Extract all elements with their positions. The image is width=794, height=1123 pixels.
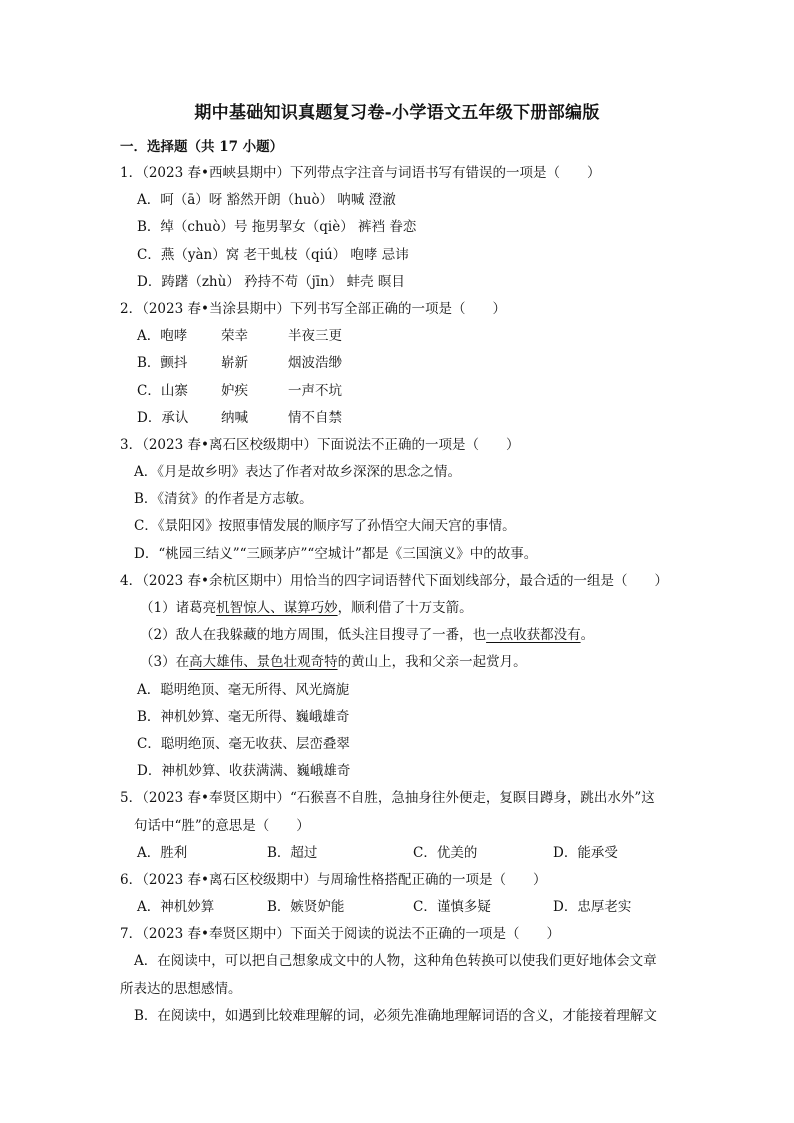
question-1-option-c[interactable]: C．燕（yàn）窝 老干虬枝（qiú） 咆哮 忌讳 [137,246,409,263]
option-word: B．颤抖 [137,355,188,372]
question-3-stem: 3．（2023 春•离石区校级期中）下面说法不正确的一项是（ ） [120,436,520,453]
sentence-text: （3）在 [140,654,190,671]
sentence-text: （1）诸葛亮 [140,600,217,616]
question-4-option-c[interactable]: C．聪明绝顶、毫无收获、层峦叠翠 [137,735,350,752]
question-list [120,160,680,1030]
question-3-option-a[interactable]: A．《月是故乡明》表达了作者对故乡深深的思念之情。 [134,464,461,481]
question-5-option-d[interactable]: D．能承受 [553,844,618,861]
question-7-option-b[interactable]: B．在阅读中，如遇到比较难理解的词，必须先准确地理解词语的含义，才能接着理解文 [134,1007,657,1024]
question-7-stem: 7．（2023 春•奉贤区期中）下面关于阅读的说法不正确的一项是（ ） [120,926,560,943]
question-3-option-c[interactable]: C．《景阳冈》按照事情发展的顺序写了孙悟空大闹天宫的事情。 [134,518,516,535]
question-4-option-d[interactable]: D．神机妙算、收获满满、巍峨雄奇 [137,763,351,780]
option-word: C．山寨 [137,382,188,399]
question-1-option-b[interactable]: B．绰（chuò）号 拖男挈女（qiè） 裤裆 眷恋 [137,219,417,236]
question-1-option-d[interactable]: D．踌躇（zhù） 矜持不苟（jīn） 蚌壳 暝目 [137,273,405,290]
question-5-option-a[interactable]: A．胜利 [137,844,188,861]
page-title: 期中基础知识真题复习卷-小学语文五年级下册部编版 [194,103,600,123]
question-3-option-b[interactable]: B．《清贫》的作者是方志敏。 [134,491,313,508]
question-6-option-a[interactable]: A．神机妙算 [137,899,215,916]
option-word: A．咆哮 [137,328,188,345]
option-word: D．承认 [137,409,189,426]
question-1-stem: 1．（2023 春•西峡县期中）下列带点字注音与词语书写有错误的一项是（ ） [120,165,601,181]
question-6-stem: 6．（2023 春•离石区校级期中）与周瑜性格搭配正确的一项是（ ） [120,871,547,888]
question-5-stem-continued: 句话中“胜”的意思是（ ） [134,817,310,834]
question-5-stem: 5．（2023 春•奉贤区期中）“石猴喜不自胜，急抽身往外便走，复瞑目蹲身，跳出水外”这 [120,790,655,807]
question-6-option-c[interactable]: C．谨慎多疑 [413,899,491,916]
option-word: 妒疾 [221,382,248,399]
question-4-sentence-2 [120,622,680,649]
question-4-sentence-1 [120,595,680,622]
question-4-option-a[interactable]: A．聪明绝顶、毫无所得、风光旖旎 [137,681,350,698]
question-2-option-b[interactable] [120,350,680,377]
sentence-text: 的黄山上，我和父亲一起赏月。 [337,654,527,671]
question-4-option-b[interactable]: B．神机妙算、毫无所得、巍峨雄奇 [137,708,350,725]
question-5-options [120,840,680,867]
option-word: 半夜三更 [288,328,342,345]
section-heading: 一．选择题（共 17 小题） [120,139,284,155]
question-5-option-c[interactable]: C．优美的 [413,844,478,861]
question-1-option-a[interactable]: A．呵（ā）呀 豁然开朗（huò） 呐喊 澄澈 [137,192,396,209]
question-7-option-a[interactable]: A．在阅读中，可以把自己想象成文中的人物，这种角色转换可以使我们更好地体会文章 [134,953,657,970]
sentence-text: （2）敌人在我躲藏的地方周围，低头注目搜寻了一番，也 [140,627,487,644]
option-word: 一声不坑 [288,382,342,399]
question-4-sentence-3 [120,649,680,676]
question-7-option-a-continued: 所表达的思想感情。 [120,980,242,997]
question-2-option-c[interactable] [120,378,680,405]
option-word: 荣幸 [221,328,248,345]
question-6-option-b[interactable]: B．嫉贤妒能 [267,899,345,916]
question-6-option-d[interactable]: D．忠厚老实 [553,899,632,916]
question-4-stem: 4．（2023 春•余杭区期中）用恰当的四字词语替代下面划线部分，最合适的一组是（ ） [120,572,668,589]
question-2-option-d[interactable] [120,405,680,432]
option-word: 纳喊 [221,409,248,426]
underlined-phrase: 机智惊人、谋算巧妙 [216,600,338,616]
question-2-option-a[interactable] [120,323,680,350]
question-3-option-d[interactable]: D．“桃园三结义”“三顾茅庐”“空城计”都是《三国演义》中的故事。 [134,545,538,562]
underlined-phrase: 高大雄伟、景色壮观奇特 [189,654,338,671]
option-word: 情不自禁 [288,409,342,426]
question-6-options [120,894,680,921]
underlined-phrase: 一点收获都没有 [486,627,581,644]
question-2-stem: 2．（2023 春•当涂县期中）下列书写全部正确的一项是（ ） [120,300,506,317]
sentence-text: 。 [580,627,595,644]
option-word: 烟波浩缈 [288,355,342,372]
sentence-text: ，顺利借了十万支箭。 [337,600,473,616]
option-word: 崭新 [221,355,248,372]
question-5-option-b[interactable]: B．超过 [267,844,318,861]
